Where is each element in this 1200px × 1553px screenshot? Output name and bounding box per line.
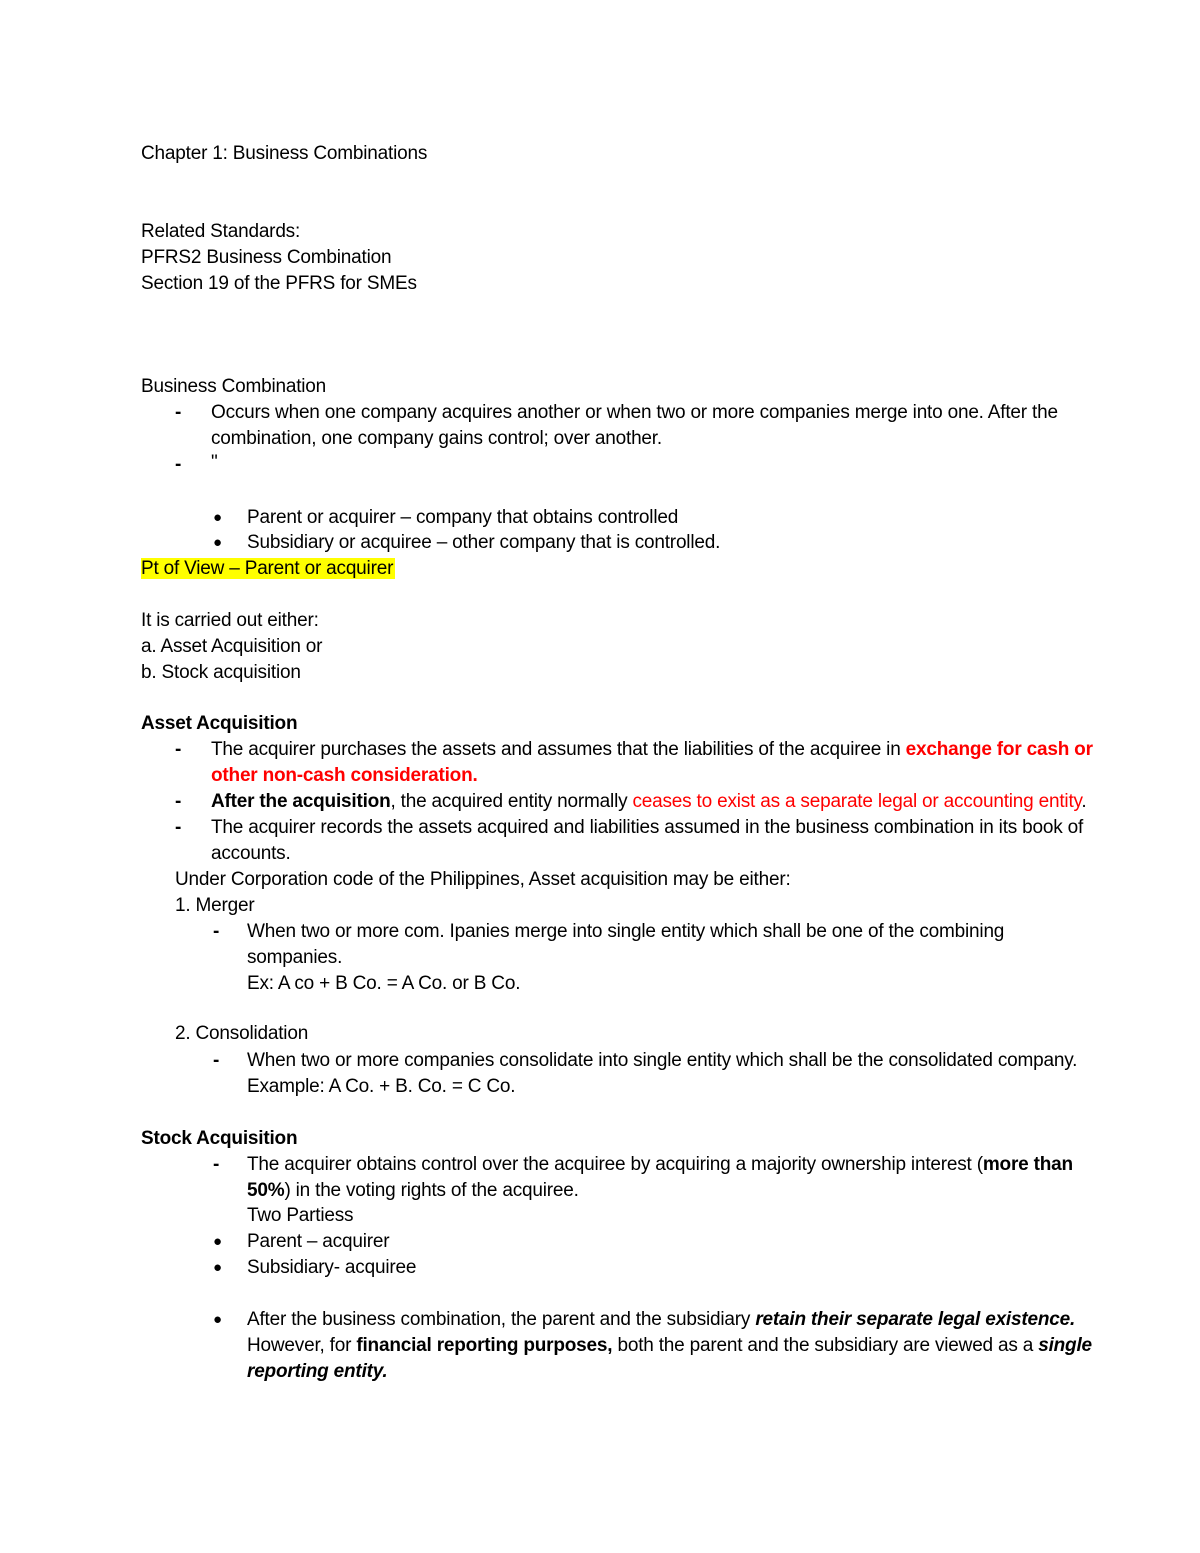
asset-point-1-emphasis: exchange for cash or	[905, 739, 1093, 760]
bc-bullet-parent: Parent or acquirer – company that obtains controlled	[247, 507, 679, 528]
asset-point-2-text: , the acquired entity normally	[390, 791, 633, 812]
related-standard-item: PFRS2 Business Combination	[141, 247, 392, 268]
dash-marker: -	[213, 921, 220, 942]
bc-definition-line: Occurs when one company acquires another or when two or more companies merge into one. After the	[211, 402, 1058, 423]
highlight-text: Pt of View – Parent or acquirer	[141, 558, 394, 579]
merger-definition-line: When two or more com. Ipanies merge into single entity which shall be one of the combining	[247, 921, 1005, 942]
merger-example: Ex: A co + B Co. = A Co. or B Co.	[247, 973, 521, 994]
stock-point-1	[247, 1152, 1073, 1178]
consolidation-definition: When two or more companies consolidate into single entity which shall be the consolidated company.	[247, 1050, 1078, 1071]
carried-option-b: b. Stock acquisition	[141, 662, 301, 683]
dash-marker: -	[175, 739, 182, 760]
asset-point-3-line: accounts.	[211, 843, 291, 864]
asset-point-2	[211, 789, 1087, 815]
asset-point-1-emphasis-cont: other non-cash consideration.	[211, 765, 478, 786]
asset-point-1-text: The acquirer purchases the assets and assumes that the liabilities of the acquiree in	[211, 739, 906, 760]
stock-point-1-cont	[247, 1178, 579, 1204]
bullet-marker: ●	[213, 534, 223, 551]
bc-definition-line: combination, one company gains control; over another.	[211, 428, 662, 449]
stock-bullet-parent: Parent – acquirer	[247, 1231, 390, 1252]
stock-bullet-subsidiary: Subsidiary- acquiree	[247, 1257, 417, 1278]
asset-point-2-red: ceases to exist as a separate legal or accounting entity	[632, 791, 1082, 812]
related-standard-item: Section 19 of the PFRS for SMEs	[141, 273, 417, 294]
carried-out-intro: It is carried out either:	[141, 610, 319, 631]
stock-bullet-separate-existence	[247, 1307, 1075, 1333]
dash-marker: -	[175, 791, 182, 812]
stock-acquisition-heading: Stock Acquisition	[141, 1128, 298, 1149]
bullet-marker: ●	[213, 1233, 223, 1250]
bullet-marker: ●	[213, 1259, 223, 1276]
business-combination-heading: Business Combination	[141, 376, 327, 397]
carried-option-a: a. Asset Acquisition or	[141, 636, 323, 657]
stock-point-1-bold: more than	[982, 1154, 1073, 1175]
related-standards-heading: Related Standards:	[141, 221, 301, 242]
consolidation-example: Example: A Co. + B. Co. = C Co.	[247, 1076, 516, 1097]
asset-point-2-bold: After the acquisition	[211, 791, 391, 812]
stock-bullet-3-bold: financial reporting purposes,	[356, 1335, 613, 1356]
bullet-marker: ●	[213, 509, 223, 526]
consolidation-heading: 2. Consolidation	[175, 1023, 309, 1044]
bc-bullet-subsidiary: Subsidiary or acquiree – other company that is controlled.	[247, 532, 721, 553]
stock-point-1-end: ) in the voting rights of the acquiree.	[284, 1180, 579, 1201]
asset-point-3-line: The acquirer records the assets acquired and liabilities assumed in the business combination in its book of	[211, 817, 1084, 838]
stock-bullet-reporting-line	[247, 1333, 1092, 1359]
stock-bullet-reporting-entity: reporting entity.	[247, 1361, 388, 1382]
stock-bullet-3-mid: both the parent and the subsidiary are viewed as a	[612, 1335, 1039, 1356]
stock-point-1-text: The acquirer obtains control over the acquiree by acquiring a majority ownership interest (	[247, 1154, 983, 1175]
corporation-code-intro: Under Corporation code of the Philippines, Asset acquisition may be either:	[175, 869, 791, 890]
stock-bullet-3-emphasis: retain their separate legal existence.	[755, 1309, 1076, 1330]
two-parties-label: Two Partiess	[247, 1205, 354, 1226]
bullet-marker: ●	[213, 1311, 223, 1328]
highlighted-point-of-view	[141, 556, 395, 582]
stock-point-1-percent: 50%	[247, 1180, 285, 1201]
dash-marker: -	[175, 817, 182, 838]
page-title: Chapter 1: Business Combinations	[141, 143, 428, 164]
dash-marker: -	[175, 402, 182, 423]
merger-definition-line: sompanies.	[247, 947, 343, 968]
stock-bullet-3-however: However, for	[247, 1335, 357, 1356]
dash-marker: -	[213, 1154, 220, 1175]
merger-heading: 1. Merger	[175, 895, 255, 916]
dash-marker: -	[175, 454, 182, 475]
bc-empty-quote: "	[211, 452, 218, 473]
asset-acquisition-heading: Asset Acquisition	[141, 713, 298, 734]
asset-point-1	[211, 737, 1093, 763]
asset-point-2-end: .	[1081, 791, 1087, 812]
stock-bullet-3-single: single	[1038, 1335, 1092, 1356]
dash-marker: -	[213, 1050, 220, 1071]
stock-bullet-3-text: After the business combination, the parent and the subsidiary	[247, 1309, 756, 1330]
